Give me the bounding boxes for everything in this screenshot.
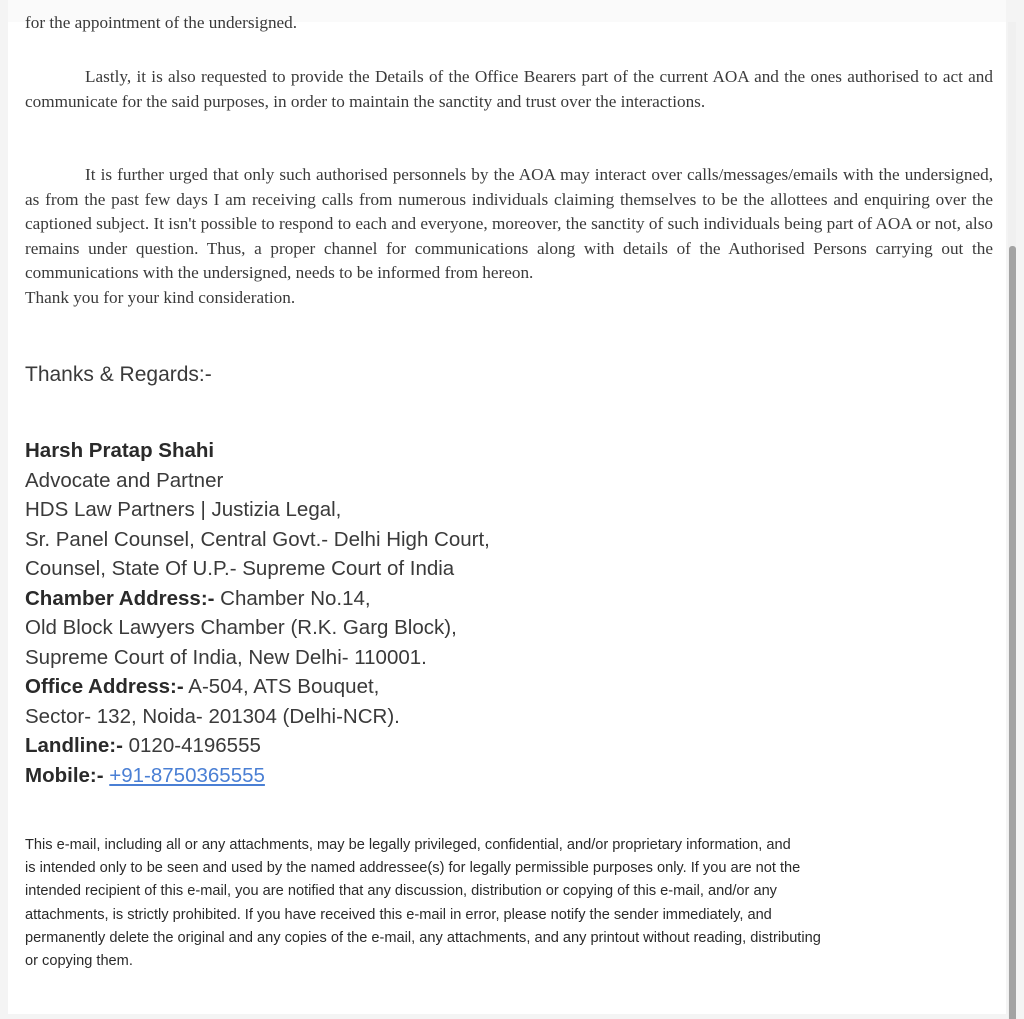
disclaimer-line: This e-mail, including all or any attachments, may be legally privileged, confidential, and/or proprietary information, and: [25, 837, 791, 853]
office-address-line: [25, 672, 490, 702]
landline-line: [25, 731, 490, 761]
thank-you-text: Thank you for your kind consideration.: [25, 287, 296, 307]
closing-regards: Thanks & Regards:-: [25, 363, 212, 386]
disclaimer-line: intended recipient of this e-mail, you are notified that any discussion, distribution or copying of this e-mail, and/or any: [25, 883, 777, 900]
scrollbar-thumb[interactable]: [1009, 246, 1016, 1019]
email-content-panel: [8, 0, 1006, 1014]
disclaimer-line: or copying them.: [25, 953, 133, 970]
body-fragment-top: [25, 11, 995, 36]
chamber-address-line-3: Supreme Court of India, New Delhi- 110001.: [25, 645, 427, 669]
signature-role-2: Counsel, State Of U.P.- Supreme Court of India: [25, 557, 455, 580]
chamber-address-label: Chamber Address:-: [25, 586, 215, 610]
disclaimer-line: attachments, is strictly prohibited. If you have received this e-mail in error, please notify the sender immediately, and: [25, 906, 772, 923]
landline-label: Landline:-: [25, 734, 123, 757]
signature-firm: HDS Law Partners | Justizia Legal,: [25, 498, 342, 521]
disclaimer-line: permanently delete the original and any copies of the e-mail, any attachments, and any printout without reading, distributing: [25, 929, 821, 946]
legal-disclaimer: [25, 834, 985, 973]
signature-name: Harsh Pratap Shahi: [25, 439, 215, 462]
chamber-address-line: [25, 584, 490, 614]
office-address-value: A-504, ATS Bouquet,: [183, 675, 380, 698]
chamber-address-value: Chamber No.14,: [214, 586, 371, 610]
chamber-address-line-2: Old Block Lawyers Chamber (R.K. Garg Block),: [25, 616, 457, 639]
mobile-line: [25, 761, 490, 791]
signature-title: Advocate and Partner: [25, 468, 224, 492]
signature-role-1: Sr. Panel Counsel, Central Govt.- Delhi High Court,: [25, 527, 490, 551]
mobile-label: Mobile:-: [25, 763, 104, 787]
disclaimer-line: is intended only to be seen and used by the named addressee(s) for legally permissible purposes only. If you are not the: [25, 860, 801, 877]
body-top-text: for the appointment of the undersigned.: [25, 13, 298, 32]
landline-value: 0120-4196555: [122, 734, 261, 757]
office-address-label: Office Address:-: [25, 675, 184, 698]
mobile-phone-link[interactable]: +91-8750365555: [109, 763, 265, 787]
paragraph-lastly-text: Lastly, it is also requested to provide the Details of the Office Bearers part of the current AOA and the ones authorised to act and communicate for the said purposes, in order to maintain the sanctity and trust over the interactions.: [25, 67, 993, 111]
body-paragraph-lastly: [25, 65, 993, 114]
office-address-line-2: Sector- 132, Noida- 201304 (Delhi-NCR).: [25, 704, 400, 728]
body-paragraph-further: [25, 163, 993, 311]
paragraph-further-text: It is further urged that only such authorised personnels by the AOA may interact over calls/messages/emails with the undersigned, as from the past few days I am receiving calls from numerous individuals claiming themselves to be the allottees and enquiring over the captioned subject. It isn't possible to respond to each and everyone, moreover, the sanctity of such individuals being part of AOA or not, also remains under question. Thus, a proper channel for communications along with details of the Authorised Persons carrying out the communications with the undersigned, needs to be informed from hereon.: [25, 165, 993, 283]
email-signature: [25, 436, 490, 790]
